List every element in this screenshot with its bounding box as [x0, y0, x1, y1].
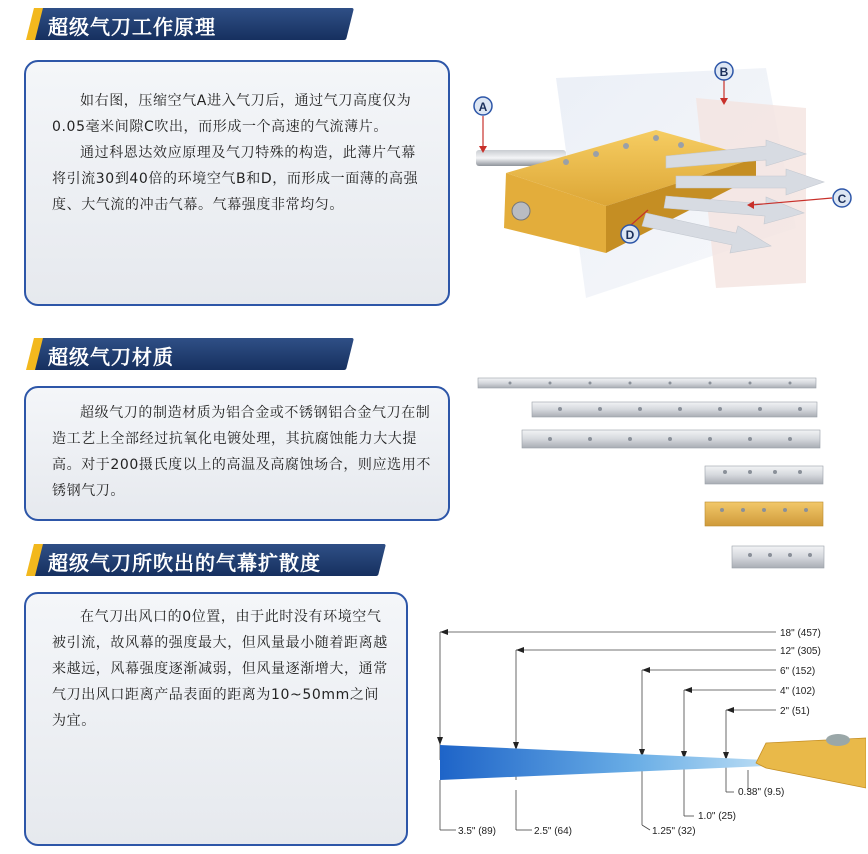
- distance-label: 2" (51): [780, 706, 810, 717]
- section-title: 超级气刀材质: [48, 345, 174, 369]
- principle-paragraph-1: 如右图，压缩空气A进入气刀后，通过气刀高度仅为0.05毫米间隙C吹出，而形成一个高速的气流薄片。: [52, 93, 412, 135]
- width-label: 2.5" (64): [534, 826, 573, 837]
- section-header-dispersion: [28, 544, 378, 576]
- air-knife-principle-illustration: [466, 58, 866, 303]
- section-title: 超级气刀所吹出的气幕扩散度: [48, 551, 321, 575]
- distance-label: 6" (152): [780, 666, 816, 677]
- section-header-principle: [28, 8, 348, 40]
- width-label: 1.0" (25): [698, 811, 737, 822]
- air-knife-bar-2: [532, 402, 817, 417]
- dispersion-paragraph: 在气刀出风口的0位置，由于此时没有环境空气被引流，故风幕的强度最大，但风量最小随着距离越来越远，风幕强度逐渐减弱，但风量逐渐增大，通常气刀出风口距离产品表面的距离为10~50mm之间为宜。: [52, 609, 388, 729]
- air-curtain-dispersion-diagram: [436, 620, 866, 850]
- material-text-box: [24, 386, 450, 521]
- principle-paragraph-2: 通过科恩达效应原理及气刀特殊的构造，此薄片气幕将引流30到40倍的环境空气B和D，而形成一面薄的高强度、大气流的冲击气幕。气幕强度非常均匀。: [52, 145, 419, 213]
- section-title: 超级气刀工作原理: [48, 15, 216, 39]
- air-knife-bar-1: [478, 378, 816, 388]
- principle-text-box: [24, 60, 450, 306]
- dispersion-text-box: [24, 592, 408, 846]
- width-label: 0.38" (9.5): [738, 787, 785, 798]
- distance-label: 4" (102): [780, 686, 816, 697]
- distance-label: 18" (457): [780, 628, 821, 639]
- label-d: D: [625, 228, 635, 242]
- width-label: 1.25" (32): [652, 826, 696, 837]
- air-knife-short-1: [705, 466, 823, 484]
- label-a: A: [478, 100, 488, 114]
- inlet-port: [512, 202, 530, 220]
- section-header-material: [28, 338, 348, 370]
- air-knife-short-2: [732, 546, 824, 568]
- air-knife-gold: [705, 502, 823, 526]
- width-label: 3.5" (89): [458, 826, 497, 837]
- label-b: B: [719, 65, 729, 79]
- distance-label: 12" (305): [780, 646, 821, 657]
- air-knife-products-illustration: [470, 368, 850, 578]
- label-c: C: [837, 192, 847, 206]
- air-curtain-jet: [440, 745, 766, 780]
- air-knife-nozzle: [756, 738, 866, 788]
- material-paragraph: 超级气刀的制造材质为铝合金或不锈钢铝合金气刀在制造工艺上全部经过抗氧化电镀处理，其抗腐蚀能力大大提高。对于200摄氏度以上的高温及高腐蚀场合，则应选用不锈钢气刀。: [52, 405, 431, 499]
